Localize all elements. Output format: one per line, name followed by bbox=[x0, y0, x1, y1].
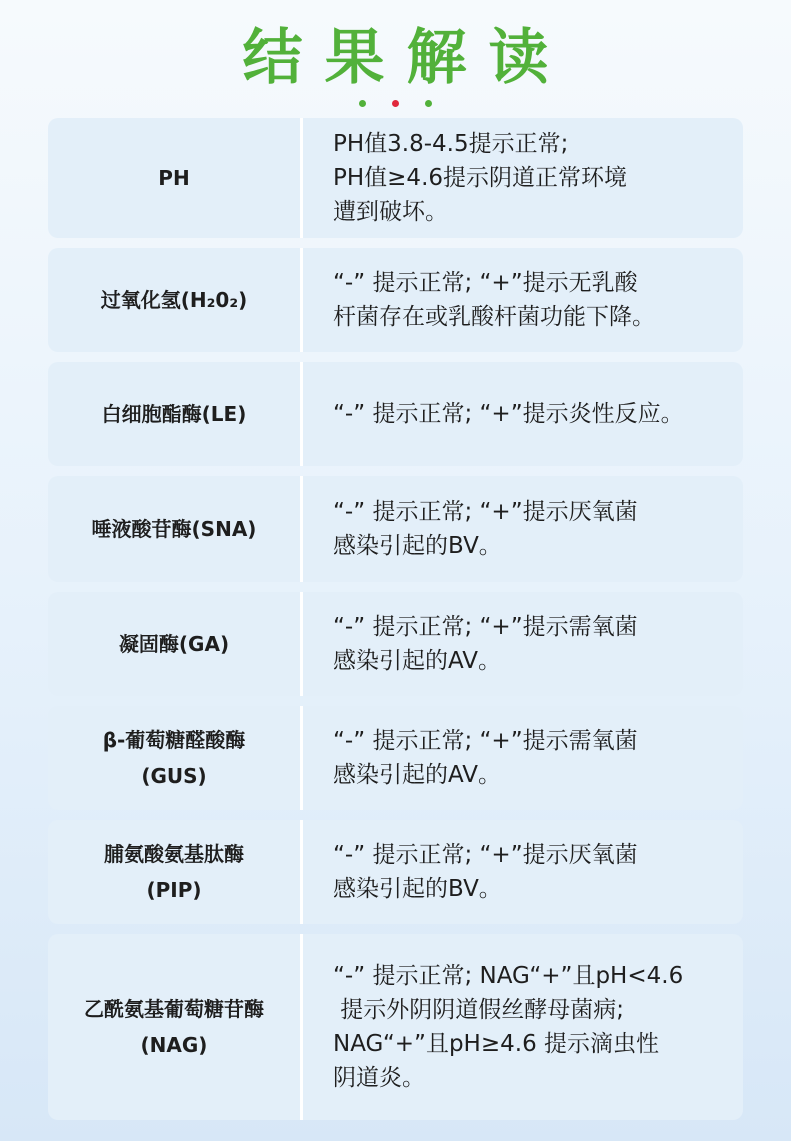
row-label-line: 脯氨酸氨基肽酶 bbox=[104, 842, 244, 866]
row-description-line: 杆菌存在或乳酸杆菌功能下降。 bbox=[333, 304, 655, 330]
row-label-line: 凝固酶(GA) bbox=[118, 632, 230, 656]
row-description-line: 感染引起的AV。 bbox=[333, 648, 501, 674]
row-label bbox=[48, 118, 300, 238]
row-description bbox=[303, 118, 743, 238]
row-description-line: “-” 提示正常; “+”提示需氧菌 bbox=[333, 728, 638, 754]
row-description bbox=[303, 820, 743, 924]
row-label bbox=[48, 248, 300, 352]
row-label bbox=[48, 820, 300, 924]
table-row bbox=[48, 934, 743, 1120]
row-description-line: 感染引起的AV。 bbox=[333, 762, 501, 788]
row-description-line: PH值3.8-4.5提示正常; bbox=[333, 131, 569, 157]
row-label-line: 乙酰氨基葡萄糖苷酶 bbox=[84, 997, 264, 1021]
row-label-line: β-葡萄糖醛酸酶 bbox=[102, 728, 246, 752]
row-label-line: PH bbox=[158, 166, 190, 190]
title-decoration-dots bbox=[0, 100, 791, 107]
row-description-line: “-” 提示正常; “+”提示需氧菌 bbox=[333, 614, 638, 640]
decoration-dot-right bbox=[425, 100, 432, 107]
table-row bbox=[48, 820, 743, 924]
row-label-line: (NAG) bbox=[140, 1033, 208, 1057]
table-row bbox=[48, 592, 743, 696]
decoration-dot-left bbox=[359, 100, 366, 107]
results-table bbox=[48, 118, 743, 1130]
row-description-line: 阴道炎。 bbox=[333, 1065, 425, 1091]
row-description bbox=[303, 476, 743, 582]
row-label bbox=[48, 934, 300, 1120]
table-row bbox=[48, 476, 743, 582]
table-row bbox=[48, 706, 743, 810]
row-description-line: 感染引起的BV。 bbox=[333, 876, 502, 902]
row-description-line: “-” 提示正常; “+”提示无乳酸 bbox=[333, 270, 638, 296]
row-description bbox=[303, 248, 743, 352]
row-description-line: “-” 提示正常; “+”提示厌氧菌 bbox=[333, 499, 638, 525]
row-description-line: “-” 提示正常; “+”提示炎性反应。 bbox=[333, 401, 684, 427]
page-title: 结果解读 bbox=[242, 23, 571, 93]
row-description-line: NAG“+”且pH≥4.6 提示滴虫性 bbox=[333, 1031, 660, 1057]
table-row bbox=[48, 362, 743, 466]
row-label bbox=[48, 706, 300, 810]
row-label-line: (PIP) bbox=[146, 878, 202, 902]
decoration-dot-middle bbox=[392, 100, 399, 107]
table-row bbox=[48, 248, 743, 352]
row-description bbox=[303, 706, 743, 810]
row-label bbox=[48, 476, 300, 582]
row-label bbox=[48, 362, 300, 466]
row-label-line: 唾液酸苷酶(SNA) bbox=[91, 517, 257, 541]
row-description-line: 感染引起的BV。 bbox=[333, 533, 502, 559]
row-description bbox=[303, 934, 743, 1120]
row-label-line: 过氧化氢(H₂0₂) bbox=[100, 288, 248, 312]
table-row bbox=[48, 118, 743, 238]
row-description-line: “-” 提示正常; NAG“+”且pH<4.6 bbox=[333, 963, 684, 989]
row-description bbox=[303, 592, 743, 696]
row-description-line: 遭到破坏。 bbox=[333, 199, 448, 225]
row-description-line: “-” 提示正常; “+”提示厌氧菌 bbox=[333, 842, 638, 868]
row-label bbox=[48, 592, 300, 696]
row-label-line: 白细胞酯酶(LE) bbox=[101, 402, 247, 426]
row-label-line: (GUS) bbox=[141, 764, 207, 788]
row-description bbox=[303, 362, 743, 466]
row-description-line: 提示外阴阴道假丝酵母菌病; bbox=[333, 997, 625, 1023]
row-description-line: PH值≥4.6提示阴道正常环境 bbox=[333, 165, 628, 191]
